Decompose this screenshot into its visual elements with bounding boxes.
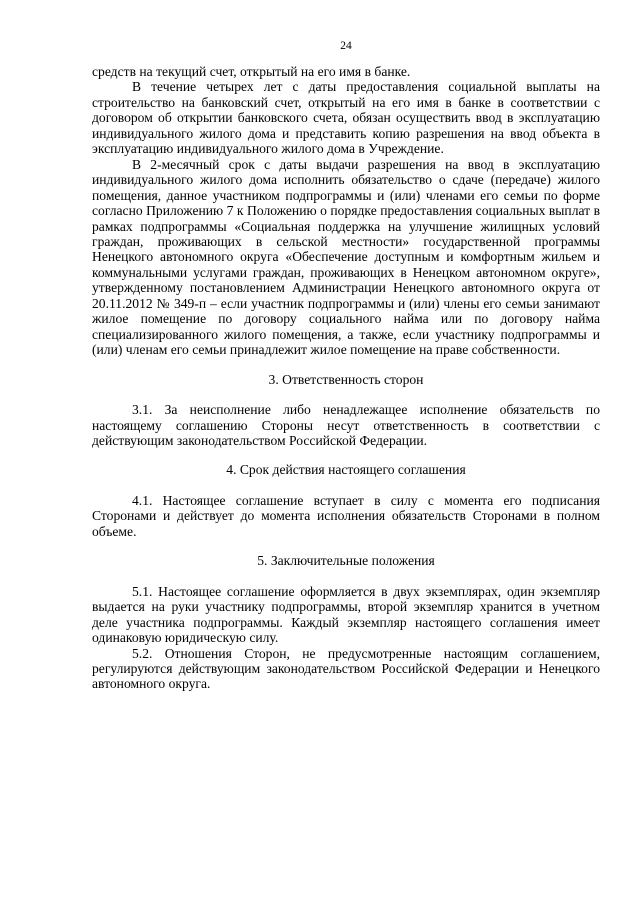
paragraph-continuation: средств на текущий счет, открытый на его имя в банке. xyxy=(92,64,411,79)
heading-final-provisions: 5. Заключительные положения xyxy=(257,553,435,569)
paragraph-3-1: 3.1. За неисполнение либо ненадлежащее исполнение обязательств по настоящему соглашению Стороны несут ответственность в соответствии с действующим законодательством Российской Федерации. xyxy=(92,402,600,448)
page-number: 24 xyxy=(340,40,352,52)
document-body xyxy=(92,64,600,692)
paragraph-four-years: В течение четырех лет с даты предоставления социальной выплаты на строительство на банковский счет, открытый на его имя в банке в соответствии с договором об открытии банковского счета, обязан осуществить ввод в эксплуатацию индивидуального жилого дома и представить копию разрешения на ввод объекта в эксплуатацию индивидуального жилого дома в Учреждение. xyxy=(92,79,600,157)
paragraph-5-1: 5.1. Настоящее соглашение оформляется в двух экземплярах, один экземпляр выдается на руки участнику подпрограммы, второй экземпляр хранится в учетном деле участника подпрограммы. Каждый экземпляр настоящего соглашения имеет одинаковую юридическую силу. xyxy=(92,583,600,646)
paragraph-5-2: 5.2. Отношения Сторон, не предусмотренные настоящим соглашением, регулируются действующим законодательством Российской Федерации и Ненецкого автономного округа. xyxy=(92,645,600,692)
heading-validity-term: 4. Срок действия настоящего соглашения xyxy=(226,462,466,478)
heading-responsibility: 3. Ответственность сторон xyxy=(268,371,424,387)
paragraph-two-month: В 2-месячный срок с даты выдачи разрешения на ввод в эксплуатацию индивидуального жилого дома исполнить обязательство о сдаче (передаче) жилого помещения, данное участником подпрограммы и (или) членами его семьи по форме согласно Приложению 7 к Положению о порядке предоставления социальных выплат в рамках подпрограммы «Социальная поддержка на улучшение жилищных условий граждан, проживающих в сельской местности» государственной программы Ненецкого автономного округа «Обеспечение доступным и комфортным жильем и коммунальными услугами граждан, проживающих в Ненецком автономном округе», утвержденному постановлением Администрации Ненецкого автономного округа от 20.11.2012 № 349-п – если участник подпрограммы и (или) члены его семьи занимают жилое помещение по договору социального найма или по договору найма специализированного жилого помещения, а также, если участнику подпрограммы и (или) членам его семьи принадлежит жилое помещение на праве собственности. xyxy=(92,156,600,358)
paragraph-4-1: 4.1. Настоящее соглашение вступает в силу с момента его подписания Сторонами и действует до момента исполнения обязательств Сторонами в полном объеме. xyxy=(92,492,600,539)
